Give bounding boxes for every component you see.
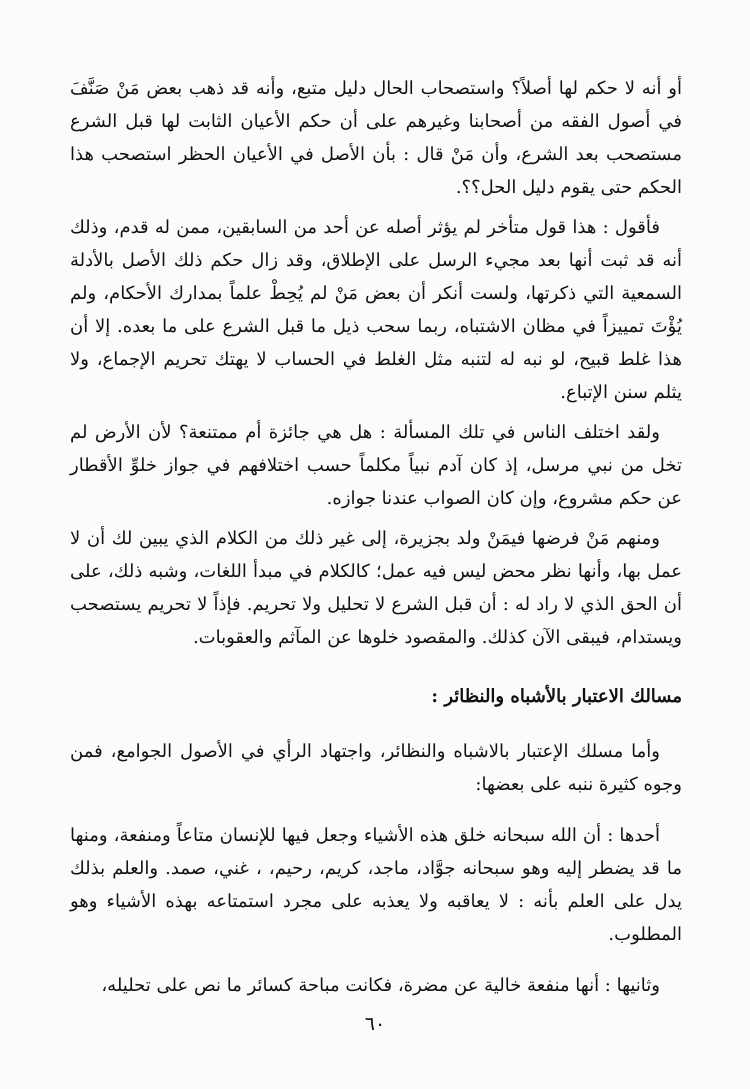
paragraph-3: ولقد اختلف الناس في تلك المسألة : هل هي جائزة أم ممتنعة؟ لأن الأرض لم تخل من نبي مرسل، إذ كان آدم نبياً مكلماً حسب اختلافهم في جواز خلوِّ الأقطار عن حكم مشروع، وإن كان الصواب عندنا جوازه.: [70, 422, 682, 509]
paragraph-4: ومنهم مَنْ فرضها فيمَنْ ولد بجزيرة، إلى غير ذلك من الكلام الذي يبين لك أن لا عمل بها، وأنها نظر محض ليس فيه عمل؛ كالكلام في مبدأ اللغات، وشبه ذلك، على أن الحق الذي لا راد له : أن قبل الشرع لا تحليل ولا تحريم. فإذاً لا تحريم يستصحب ويستدام، فيبقى الآن كذلك. والمقصود خلوها عن المآثم والعقوبات.: [70, 528, 682, 648]
paragraph-7: وثانيها : أنها منفعة خالية عن مضرة، فكانت مباحة كسائر ما نص على تحليله،: [101, 975, 660, 996]
paragraph-5: وأما مسلك الإعتبار بالاشباه والنظائر، واجتهاد الرأي في الأصول الجوامع، فمن وجوه كثيرة ننبه على بعضها:: [70, 741, 682, 795]
section-heading: مسالك الاعتبار بالأشباه والنظائر :: [431, 686, 682, 707]
paragraph-6: أحدها : أن الله سبحانه خلق هذه الأشياء وجعل فيها للإنسان متاعاً ومنفعة، ومنها ما قد يضطر إليه وهو سبحانه جوَّاد، ماجد، كريم، رحيم، ، غني، صمد. والعلم بذلك يدل على العلم بأنه : لا يعاقبه ولا يعذبه على مجرد استمتاعه بهذه الأشياء وهو المطلوب.: [70, 825, 682, 945]
main-text: [70, 72, 682, 1009]
page-number: ٦٠: [364, 1013, 386, 1035]
paragraph-1: أو أنه لا حكم لها أصلاً؟ واستصحاب الحال دليل متبع، وأنه قد ذهب بعض مَنْ صَنَّفَ في أصول الفقه من أصحابنا وغيرهم على أن حكم الأعيان الثابت لها قبل الشرع مستصحب بعد الشرع، وأن مَنْ قال : بأن الأصل في الأعيان الحظر استصحب هذا الحكم حتى يقوم دليل الحل؟؟.: [70, 78, 682, 198]
paragraph-2: فأقول : هذا قول متأخر لم يؤثر أصله عن أحد من السابقين، ممن له قدم، وذلك أنه قد ثبت أنها بعد مجيء الرسل على الإطلاق، وقد زال حكم ذلك الأصل بالأدلة السمعية التي ذكرتها، ولست أنكر أن بعض مَنْ لم يُحِطْ علماً بمدارك الأحكام، ولم يُؤْتَ تمييزاً في مظان الاشتباه، ربما سحب ذيل ما قبل الشرع على ما بعده. إلا أن هذا غلط قبيح، لو نبه له لتنبه مثل الغلط في الحساب لا يهتك تحريم الإجماع، ولا يثلم سنن الإتباع.: [70, 217, 682, 403]
